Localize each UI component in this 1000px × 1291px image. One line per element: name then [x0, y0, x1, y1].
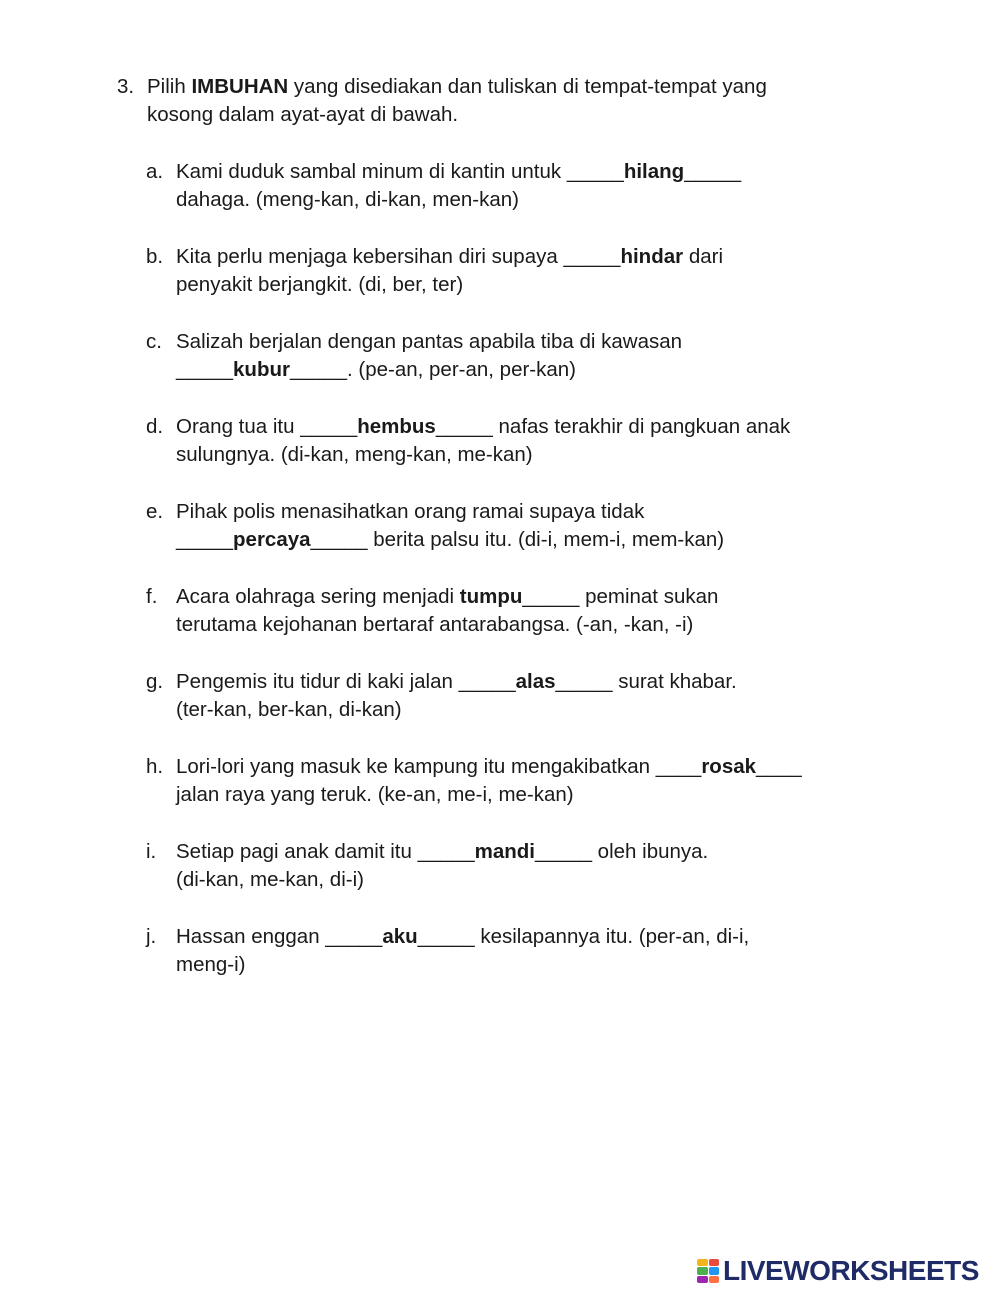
brand-text: LIVEWORKSHEETS — [723, 1255, 979, 1286]
item-c: c. Salizah berjalan dengan pantas apabila tiba di kawasan _____kubur_____. (pe-an, per-an, per-kan) — [146, 330, 683, 381]
item-b: b. Kita perlu menjaga kebersihan diri supaya _____hindar dari penyakit berjangkit. (di, ber, ter) — [146, 245, 724, 296]
logo-tile — [697, 1267, 708, 1274]
root-word: hembus — [357, 415, 436, 438]
item-label: d. — [146, 415, 164, 438]
root-word: mandi — [474, 840, 535, 863]
item-i: i. Setiap pagi anak damit itu _____mandi_____ oleh ibunya. (di-kan, me-kan, di-i) — [146, 840, 709, 891]
root-word: hilang — [623, 160, 685, 183]
logo-tile — [709, 1259, 720, 1266]
item-label: f. — [146, 585, 158, 608]
root-word: hindar — [620, 245, 684, 268]
item-label: c. — [146, 330, 162, 353]
item-g: g. Pengemis itu tidur di kaki jalan _____alas_____ surat khabar. (ter-kan, ber-kan, di-kan) — [146, 670, 737, 721]
item-label: i. — [146, 840, 157, 863]
item-f: f. Acara olahraga sering menjadi tumpu_____ peminat sukan terutama kejohanan bertaraf antarabangsa. (-an, -kan, -i) — [146, 585, 719, 636]
root-word: percaya — [233, 528, 311, 551]
item-label: j. — [146, 925, 157, 948]
logo-tile — [709, 1276, 720, 1283]
logo-tile — [709, 1267, 720, 1274]
item-d: d. Orang tua itu _____hembus_____ nafas terakhir di pangkuan anak sulungnya. (di-kan, meng-kan, me-kan) — [146, 415, 791, 466]
root-word: aku — [382, 925, 418, 948]
logo-tile — [697, 1276, 708, 1283]
question-instruction: Pilih IMBUHAN yang disediakan dan tuliskan di tempat-tempat yang kosong dalam ayat-ayat di bawah. — [147, 75, 767, 126]
item-label: b. — [146, 245, 164, 268]
item-a: a. Kami duduk sambal minum di kantin untuk _____hilang_____ dahaga. (meng-kan, di-kan, men-kan) — [146, 160, 742, 211]
item-label: a. — [146, 160, 164, 183]
liveworksheets-logo-icon — [697, 1259, 719, 1283]
question-heading — [117, 73, 877, 129]
item-label: e. — [146, 500, 164, 523]
item-label: h. — [146, 755, 164, 778]
item-e: e. Pihak polis menasihatkan orang ramai supaya tidak _____percaya_____ berita palsu itu. (di-i, mem-i, mem-kan) — [146, 500, 725, 551]
item-label: g. — [146, 670, 164, 693]
root-word: kubur — [233, 358, 290, 381]
root-word: alas — [515, 670, 556, 693]
keyword-imbuhan: IMBUHAN — [191, 75, 289, 98]
liveworksheets-brand[interactable] — [697, 1257, 979, 1285]
root-word: tumpu — [459, 585, 523, 608]
item-j: j. Hassan enggan _____aku_____ kesilapannya itu. (per-an, di-i, meng-i) — [146, 925, 750, 976]
logo-tile — [697, 1259, 708, 1266]
item-h: h. Lori-lori yang masuk ke kampung itu mengakibatkan ____rosak____ jalan raya yang teruk. (ke-an, me-i, me-kan) — [146, 755, 802, 806]
root-word: rosak — [701, 755, 757, 778]
question-number: 3. — [117, 75, 135, 98]
